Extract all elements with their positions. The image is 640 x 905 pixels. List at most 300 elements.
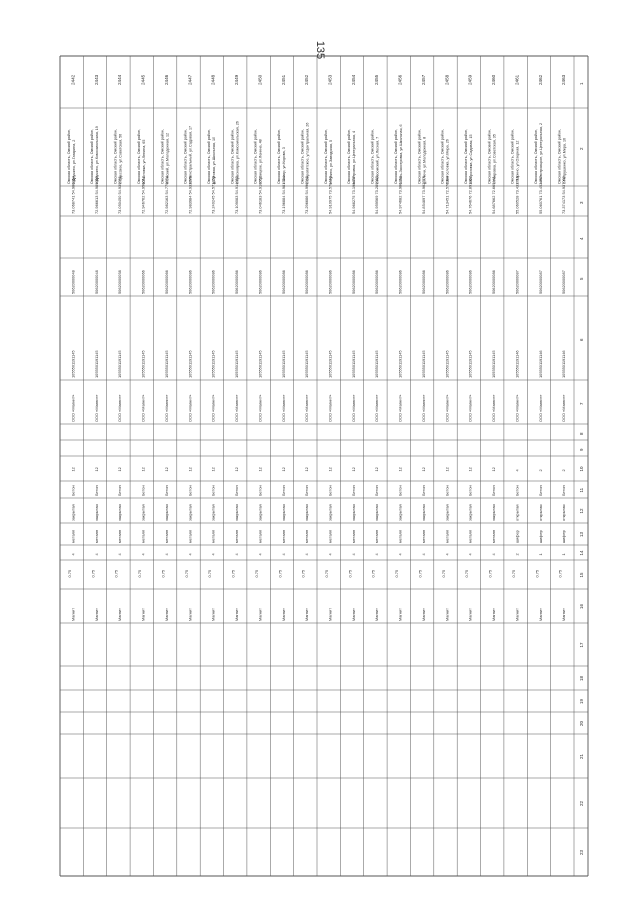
cell-c11: Бетон: [257, 485, 263, 496]
cell-c14: 4: [444, 553, 450, 556]
column-number: 17: [579, 642, 584, 648]
cell-c10: 12: [420, 467, 426, 472]
cell-address: Омская область, Омский район,п.Магистральный, ул.Садовая, 17: [183, 125, 193, 184]
column-number: 10: [579, 466, 584, 472]
cell-c14: 4: [350, 553, 356, 556]
cell-c14: 4: [397, 553, 403, 556]
cell-address: Омская область, Омский район,с.Покровка, ул.Советская, 35: [487, 129, 497, 184]
cell-coord: 73.046183 54.910662: [257, 176, 263, 214]
cell-c16: Магнит: [210, 608, 216, 621]
column-number: 13: [579, 531, 584, 537]
column-number: 3: [579, 201, 584, 204]
cell-c11: Бетон: [210, 485, 216, 496]
cell-c10: 12: [467, 467, 473, 472]
cell-c13: металл: [350, 529, 356, 543]
cell-c13: металл: [257, 529, 263, 543]
cell-c12: открытая: [561, 504, 567, 521]
cell-c14: 4: [70, 553, 76, 556]
cell-org: ООО «Магнит»: [93, 394, 99, 422]
cell-bank: 50620000086: [350, 270, 356, 294]
cell-c12: открытая: [537, 504, 543, 521]
cell-inn: 1055501191145: [93, 350, 99, 378]
cell-org: ООО «Магнит»: [163, 394, 169, 422]
cell-bank: 50620000086: [420, 270, 426, 294]
cell-c13: металл: [304, 529, 310, 543]
cell-c11: Бетон: [397, 485, 403, 496]
cell-org: ООО «Магнит»: [140, 394, 146, 422]
cell-address: Омская область, Омский район,с.Ачаир, ул.Кирова, 3: [277, 129, 287, 184]
column-number: 8: [579, 432, 584, 435]
cell-coord: 54.854897 73.902775: [420, 176, 426, 214]
cell-c15: 0.75: [183, 569, 189, 578]
cell-inn: 1055501191146: [537, 350, 543, 378]
cell-address: Омская область, Омский район,с.Дружино, ул.Комсомольская, 19: [90, 126, 100, 184]
cell-c15: 0.75: [347, 569, 353, 578]
cell-coord: 55.060528 73.433719: [514, 176, 520, 214]
cell-address: Омская область, Омский район,с.Лузино, ул.Заводская, 5: [323, 129, 333, 184]
cell-c16: Магнит: [467, 608, 473, 621]
cell-c11: Бетон: [280, 485, 286, 496]
cell-c15: 0.75: [464, 569, 470, 578]
cell-c13: металл: [397, 529, 403, 543]
cell-c11: Бетон: [467, 485, 473, 496]
cell-c15: 0.75: [230, 569, 236, 578]
cell-c10: 12: [140, 467, 146, 472]
cell-c15: 0.75: [370, 569, 376, 578]
cell-c12: закрытая: [257, 504, 263, 521]
cell-org: ООО «Магнит»: [467, 394, 473, 422]
cell-c16: Магнит: [350, 608, 356, 621]
cell-no: 2442: [70, 74, 76, 86]
cell-inn: 1055501191145: [117, 350, 123, 378]
cell-c11: Бетон: [140, 485, 146, 496]
cell-c16: Магнит: [537, 608, 543, 621]
cell-no: 2459: [467, 74, 473, 85]
cell-address: Омская область, Омский район,с.Красноярка, ул.Комсомольская, 26: [230, 121, 240, 184]
cell-no: 2460: [491, 74, 497, 85]
cell-c11: Бетон: [514, 485, 520, 496]
cell-inn: 1055501191145: [420, 350, 426, 378]
cell-coord: 72.982163 54.779874: [163, 176, 169, 214]
cell-c10: 12: [70, 467, 76, 472]
cell-inn: 1055501191145: [350, 350, 356, 378]
cell-no: 2462: [537, 74, 543, 85]
cell-no: 2445: [140, 74, 146, 85]
cell-c12: закрытая: [327, 504, 333, 521]
cell-address: Омская область, Омский район,с.Дружино, ул.Гагарина, 2: [66, 129, 76, 184]
cell-c10: 12: [93, 467, 99, 472]
cell-c14: 4: [491, 553, 497, 556]
cell-bank: 50620000086: [327, 270, 333, 294]
cell-c13: шифер: [537, 530, 543, 543]
cell-c12: закрытая: [444, 504, 450, 521]
column-number: 20: [579, 720, 584, 726]
cell-inn: 1055501191145: [444, 350, 450, 378]
cell-c14: 4: [374, 553, 380, 556]
cell-c13: металл: [234, 529, 240, 543]
cell-c16: Магнит: [257, 608, 263, 621]
cell-no: 2453: [327, 74, 333, 85]
cell-c13: металл: [467, 529, 473, 543]
cell-c12: закрытая: [467, 504, 473, 521]
cell-coord: 55.060761 73.452457: [537, 176, 543, 214]
cell-no: 2457: [420, 74, 426, 85]
column-number: 12: [579, 508, 584, 514]
cell-c16: Магнит: [397, 608, 403, 621]
cell-c10: 12: [117, 467, 123, 472]
cell-inn: 1055501191145: [163, 350, 169, 378]
cell-c10: 2: [561, 469, 567, 472]
cell-c12: закрытая: [491, 504, 497, 521]
cell-inn: 1055501191145: [187, 350, 193, 378]
cell-c16: Магнит: [234, 608, 240, 621]
cell-coord: 54.687662 72.665441: [491, 176, 497, 214]
cell-address: Омская область, Омский район,с.Морозовка, ул.Садовая, 15: [463, 129, 473, 184]
cell-no: 2458: [444, 74, 450, 85]
cell-c10: 12: [397, 467, 403, 472]
cell-c10: 4: [514, 469, 520, 472]
cell-c13: металл: [491, 529, 497, 543]
cell-c16: Магнит: [374, 608, 380, 621]
cell-c11: Бетон: [374, 485, 380, 496]
cell-c15: 0.75: [253, 569, 259, 578]
cell-c13: металл: [374, 529, 380, 543]
cell-c11: Бетон: [327, 485, 333, 496]
cell-c11: Бетон: [420, 485, 426, 496]
cell-c12: закрытая: [280, 504, 286, 521]
cell-org: ООО «Магнит»: [444, 394, 450, 422]
cell-c10: 12: [234, 467, 240, 472]
cell-c14: 1: [537, 553, 543, 556]
cell-c11: Бетон: [561, 485, 567, 496]
cell-no: 2450: [257, 74, 263, 85]
column-number: 1: [579, 82, 584, 85]
cell-c16: Магнит: [117, 608, 123, 621]
cell-c15: 0.75: [417, 569, 423, 578]
cell-c13: металл: [187, 529, 193, 543]
cell-c11: Бетон: [537, 485, 543, 496]
cell-address: Омская область, Омский район,с.Богословка, ул.Мира, 26: [440, 129, 450, 184]
column-number: 4: [579, 237, 584, 240]
cell-address: Омская область, Омский район,с.Новотроицкое, ул.Центральная, 2: [534, 122, 544, 184]
cell-no: 2449: [234, 74, 240, 85]
cell-no: 2446: [163, 74, 169, 85]
cell-c15: 0.75: [557, 569, 563, 578]
column-number: 18: [579, 675, 584, 681]
cell-org: ООО «Магнит»: [117, 394, 123, 422]
cell-coord: 54.713451 72.576984: [444, 176, 450, 214]
cell-address: Омская область, Омский район,с.Харино, ул.Озерная, 12: [510, 129, 520, 184]
cell-inn: 1055501191145: [257, 350, 263, 378]
cell-c16: Магнит: [304, 608, 310, 621]
cell-no: 2452: [304, 74, 310, 85]
column-number: 9: [579, 448, 584, 451]
cell-c16: Магнит: [187, 608, 193, 621]
cell-c16: Магнит: [444, 608, 450, 621]
cell-c12: закрытая: [234, 504, 240, 521]
cell-inn: 1055501191145: [140, 350, 146, 378]
cell-c11: Бетон: [93, 485, 99, 496]
cell-c12: закрытая: [140, 504, 146, 521]
cell-org: ООО «Магнит»: [327, 394, 333, 422]
cell-inn: 1055501191145: [304, 350, 310, 378]
cell-no: 2456: [397, 74, 403, 85]
cell-c12: закрытая: [304, 504, 310, 521]
cell-c15: 0.75: [394, 569, 400, 578]
cell-c16: Магнит: [491, 608, 497, 621]
cell-c13: металл: [420, 529, 426, 543]
column-number: 19: [579, 698, 584, 704]
cell-address: Омская область, Омский район,с.Сыропятское, ул.Центральная, 26: [300, 122, 310, 184]
cell-c10: 12: [163, 467, 169, 472]
table-cells: [67, 74, 584, 855]
cell-coord: 72.983984 54.933176: [187, 176, 193, 214]
cell-inn: 1055501191146: [514, 350, 520, 378]
cell-inn: 1055501191145: [210, 350, 216, 378]
cell-c16: Магнит: [327, 608, 333, 621]
cell-coord: 73.296686 54.996548: [304, 176, 310, 214]
cell-org: ООО «Магнит»: [304, 394, 310, 422]
cell-c16: Магнит: [280, 608, 286, 621]
cell-c14: 4: [187, 553, 193, 556]
cell-org: ООО «Магнит»: [537, 394, 543, 422]
cell-no: 2455: [374, 74, 380, 85]
cell-c10: 12: [350, 467, 356, 472]
column-number: 11: [579, 487, 584, 493]
cell-c15: 0.75: [66, 569, 72, 578]
cell-c14: 4: [117, 553, 123, 556]
column-number: 22: [579, 800, 584, 806]
cell-bank: 50620000086: [491, 270, 497, 294]
cell-org: ООО «Магнит»: [561, 394, 567, 422]
cell-inn: 1055501191145: [467, 350, 473, 378]
cell-c13: металл: [70, 529, 76, 543]
column-number: 2: [579, 147, 584, 150]
cell-c15: 0.75: [207, 569, 213, 578]
cell-org: ООО «Магнит»: [187, 394, 193, 422]
cell-bank: 50620000086: [374, 270, 380, 294]
cell-c12: закрытая: [93, 504, 99, 521]
cell-c14: 4: [257, 553, 263, 556]
cell-bank: 50620000086: [467, 270, 473, 294]
cell-no: 2447: [187, 74, 193, 85]
cell-bank: 50620000066: [163, 270, 169, 294]
column-number: 16: [579, 603, 584, 609]
cell-coord: 54.959569 73.289983: [374, 176, 380, 214]
cell-c14: 4: [280, 553, 286, 556]
cell-org: ООО «Магнит»: [397, 394, 403, 422]
column-number: 5: [579, 277, 584, 280]
cell-c14: 1: [561, 553, 567, 556]
cell-c14: 4: [467, 553, 473, 556]
cell-bank: 50620000086: [280, 270, 286, 294]
cell-bank: 50620000086: [187, 270, 193, 294]
cell-c10: 12: [280, 467, 286, 472]
cell-c10: 12: [304, 467, 310, 472]
cell-c13: металл: [117, 529, 123, 543]
cell-c16: Магнит: [70, 608, 76, 621]
cell-no: 2454: [350, 74, 356, 85]
cell-c14: 4: [420, 553, 426, 556]
cell-c10: 12: [327, 467, 333, 472]
cell-inn: 1055501191145: [234, 350, 240, 378]
cell-c10: 12: [491, 467, 497, 472]
cell-c15: 0.75: [323, 569, 329, 578]
cell-c12: закрытая: [70, 504, 76, 521]
cell-org: ООО «Магнит»: [350, 394, 356, 422]
cell-address: Омская область, Омский район,п.Ростовка, ул.Ленина, 65: [136, 129, 146, 184]
cell-bank: 50620000048: [93, 270, 99, 294]
cell-coord: 73.240245 54.571209: [210, 176, 216, 214]
cell-coord: 73.068741 54.986864: [70, 176, 76, 214]
cell-address: Омская область, Омский район,с.Новоомский, ул.Лесная, 7: [370, 129, 380, 184]
cell-c11: Бетон: [187, 485, 193, 496]
cell-c11: Бетон: [234, 485, 240, 496]
cell-c15: 0.75: [510, 569, 516, 578]
cell-c13: шифер: [514, 530, 520, 543]
cell-c15: 0.75: [300, 569, 306, 578]
cell-c12: открытая: [514, 504, 520, 521]
cell-no: 2461: [514, 74, 520, 85]
column-number: 14: [579, 550, 584, 556]
cell-coord: 73.196884 54.981734: [280, 176, 286, 214]
cell-org: ООО «Магнит»: [210, 394, 216, 422]
cell-c13: шифер: [561, 530, 567, 543]
cell-bank: 50620000087: [514, 270, 520, 294]
cell-c14: 4: [93, 553, 99, 556]
cell-c14: 4: [163, 553, 169, 556]
cell-coord: 54.974682 73.986262: [397, 176, 403, 214]
cell-c13: металл: [327, 529, 333, 543]
cell-c16: Магнит: [93, 608, 99, 621]
cell-c10: 12: [257, 467, 263, 472]
cell-inn: 1055501191145: [491, 350, 497, 378]
cell-bank: 50620000066: [140, 270, 146, 294]
cell-c13: металл: [163, 529, 169, 543]
cell-c12: закрытая: [397, 504, 403, 521]
cell-c11: Бетон: [117, 485, 123, 496]
cell-inn: 1055501191145: [374, 350, 380, 378]
cell-inn: 1055501191145: [327, 350, 333, 378]
cell-coord: 73.109083 54.914653: [234, 176, 240, 214]
cell-c14: 4: [234, 553, 240, 556]
cell-c16: Магнит: [420, 608, 426, 621]
cell-c14: 4: [210, 553, 216, 556]
cell-c12: закрытая: [210, 504, 216, 521]
cell-c11: Бетон: [491, 485, 497, 496]
cell-c12: закрытая: [187, 504, 193, 521]
cell-c14: 4: [327, 553, 333, 556]
cell-c12: закрытая: [163, 504, 169, 521]
cell-c15: 0.75: [137, 569, 143, 578]
cell-coord: 72.946762 54.956612: [140, 176, 146, 214]
cell-coord: 54.910975 73.578449: [327, 176, 333, 214]
cell-c14: 4: [140, 553, 146, 556]
cell-c16: Магнит: [163, 608, 169, 621]
cell-org: ООО «Магнит»: [257, 394, 263, 422]
cell-org: ООО «Магнит»: [234, 394, 240, 422]
cell-c11: Бетон: [350, 485, 356, 496]
cell-address: Омская область, Омский район,с.Петрушенко, ул.Мира, 16: [557, 129, 567, 184]
column-number: 23: [579, 849, 584, 855]
cell-c10: 12: [187, 467, 193, 472]
cell-c16: Магнит: [561, 608, 567, 621]
cell-address: Омская область, Омский район,с.Троицкое, ул.Ленина, 48: [253, 129, 263, 184]
cell-bank: 50620000086: [210, 270, 216, 294]
cell-bank: 50620000058: [117, 270, 123, 294]
cell-inn: 1055501191145: [70, 350, 76, 378]
cell-c16: Магнит: [140, 608, 146, 621]
cell-c15: 0.75: [160, 569, 166, 578]
cell-org: ООО «Магнит»: [70, 394, 76, 422]
cell-org: ООО «Магнит»: [420, 394, 426, 422]
cell-no: 2463: [561, 74, 567, 85]
column-number: 7: [579, 402, 584, 405]
cell-coord: 73.050450 54.939591: [117, 176, 123, 214]
cell-no: 2444: [117, 74, 123, 85]
cell-c11: Бетон: [163, 485, 169, 496]
cell-c12: закрытая: [117, 504, 123, 521]
cell-c15: 0.75: [534, 569, 540, 578]
cell-inn: 1055501191145: [280, 350, 286, 378]
cell-c13: металл: [93, 529, 99, 543]
column-number: 6: [579, 338, 584, 341]
cell-coord: 73.374173 54.937009: [561, 176, 567, 214]
cell-coord: 72.966613 54.989995: [93, 176, 99, 214]
cell-c10: 12: [444, 467, 450, 472]
cell-address: Омская область, Омский район,п.Омский, ул.Молодежная, 12: [160, 129, 170, 184]
cell-no: 2448: [210, 74, 216, 85]
cell-address: Омская область, Омский район,д.Ключи, ул.Молодежная, 8: [417, 129, 427, 184]
cell-c15: 0.75: [90, 569, 96, 578]
cell-c12: закрытая: [420, 504, 426, 521]
cell-c10: 12: [210, 467, 216, 472]
cell-bank: 50620000086: [397, 270, 403, 294]
cell-address: Омская область, Омский район,п.Петровка, ул.Центральная, 4: [347, 129, 357, 184]
cell-bank: 50620000086: [444, 270, 450, 294]
cell-c15: 0.75: [277, 569, 283, 578]
cell-org: ООО «Магнит»: [280, 394, 286, 422]
column-number: 15: [579, 572, 584, 578]
cell-c11: Бетон: [444, 485, 450, 496]
cell-c11: Бетон: [304, 485, 310, 496]
cell-c13: металл: [210, 529, 216, 543]
cell-c13: металл: [444, 529, 450, 543]
cell-bank: 50620000087: [561, 270, 567, 294]
cell-address: Омская область, Омский район,с.Усть-Заостровка, ул.Школьная, 6: [393, 124, 403, 184]
column-number: 21: [579, 753, 584, 759]
cell-org: ООО «Магнит»: [514, 394, 520, 422]
cell-c14: 4: [304, 553, 310, 556]
cell-coord: 54.764676 72.891867: [467, 176, 473, 214]
cell-address: Омская область, Омский район,с.Одесское, ул.Советская, 56: [113, 129, 123, 184]
cell-bank: 50620000048: [70, 270, 76, 294]
cell-address: Омская область, Омский район,д.Луговая, ул.Школьная, 10: [206, 128, 216, 184]
cell-no: 2451: [280, 74, 286, 85]
cell-bank: 50620000086: [234, 270, 240, 294]
cell-c14: 2: [514, 553, 520, 556]
cell-c16: Магнит: [514, 608, 520, 621]
cell-c13: металл: [280, 529, 286, 543]
cell-c10: 12: [374, 467, 380, 472]
cell-org: ООО «Магнит»: [374, 394, 380, 422]
cell-c11: Бетон: [70, 485, 76, 496]
cell-c12: закрытая: [350, 504, 356, 521]
cell-c15: 0.75: [487, 569, 493, 578]
cell-inn: 1055501191145: [397, 350, 403, 378]
cell-bank: 50620000086: [304, 270, 310, 294]
page-number: 135: [314, 40, 326, 60]
